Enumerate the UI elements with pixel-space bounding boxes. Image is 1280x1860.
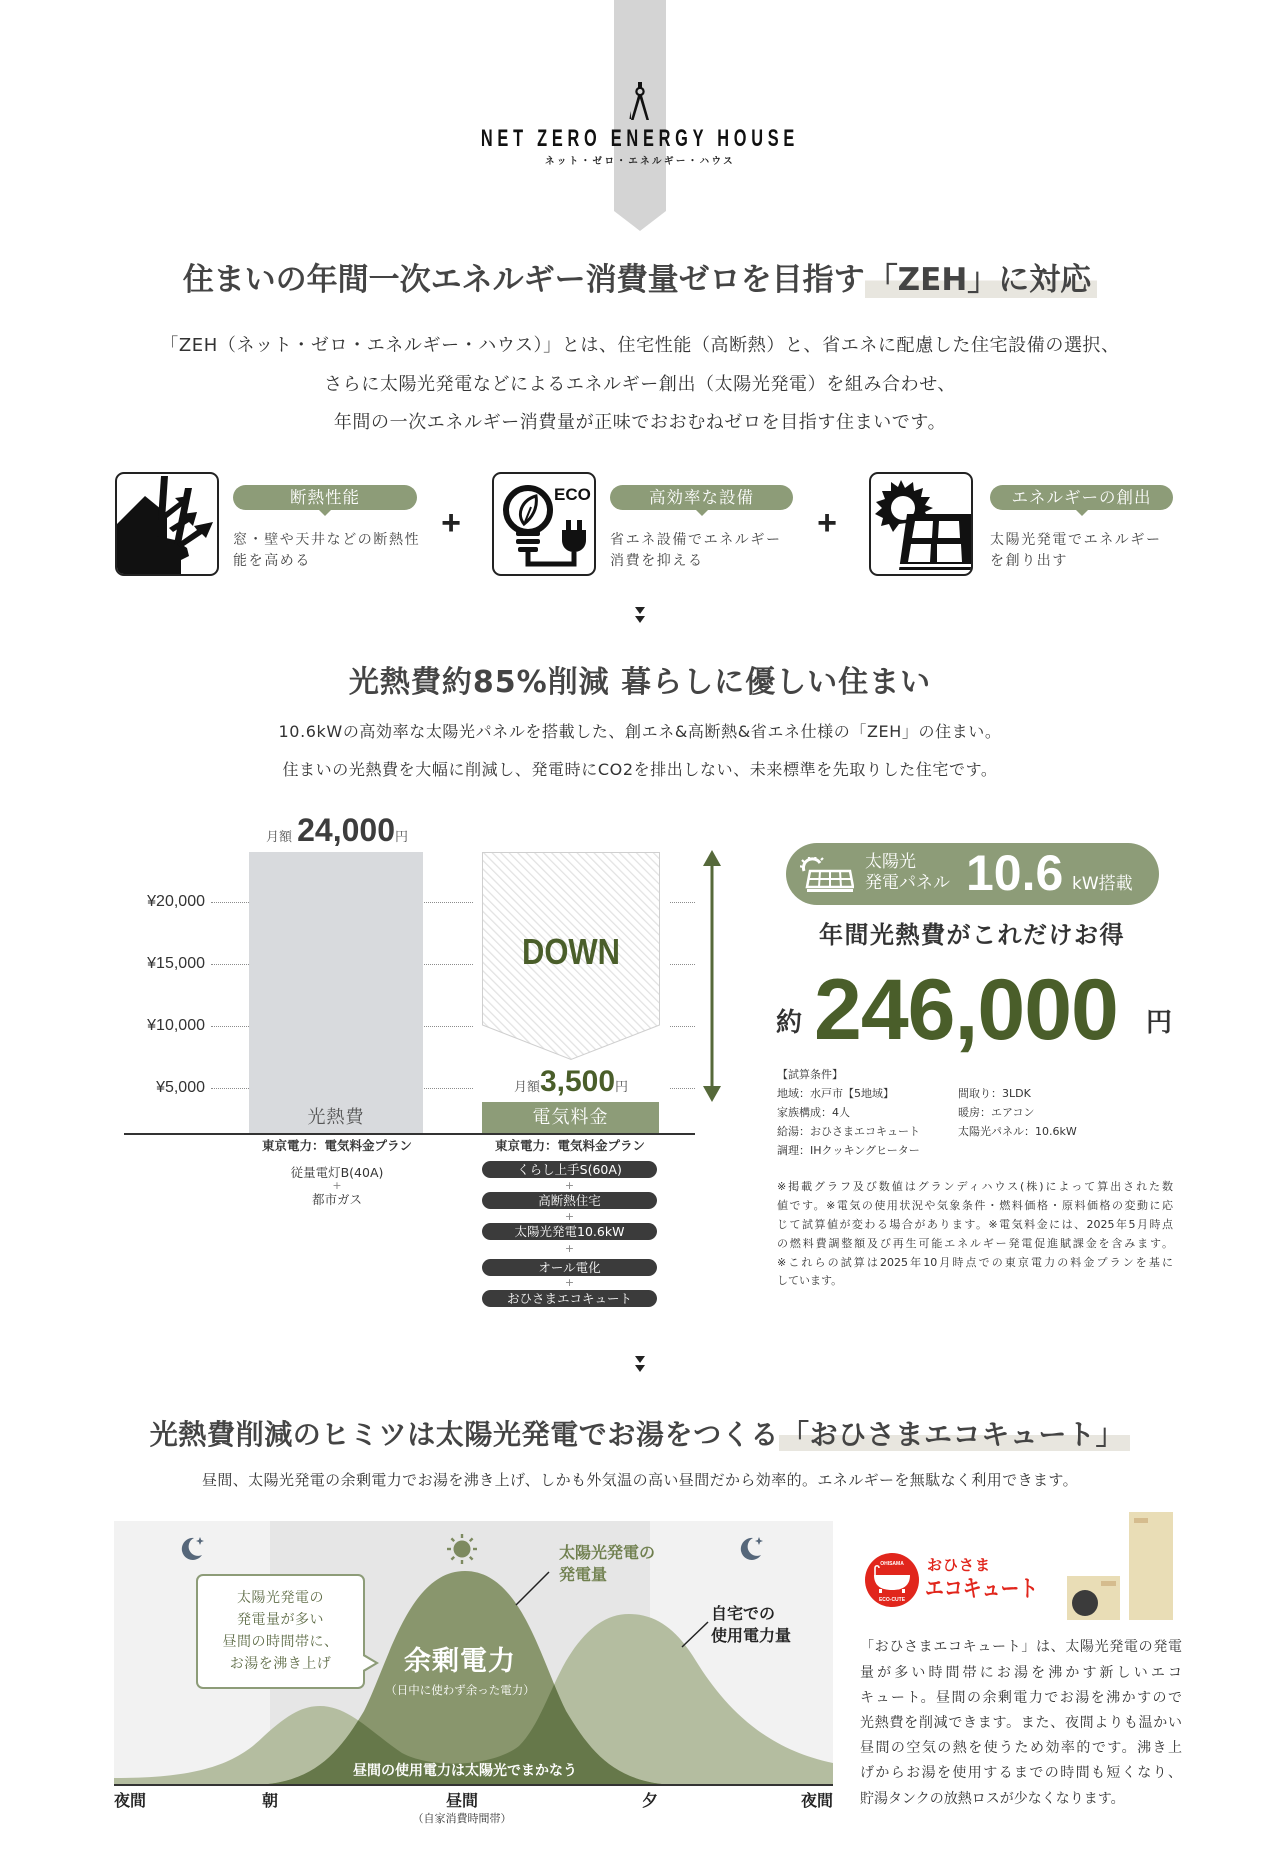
- plus-icon: +: [441, 504, 461, 542]
- axis-label-daytime: 昼間: [445, 1791, 478, 1810]
- intro-paragraph-line: 「ZEH（ネット・ゼロ・エネルギー・ハウス）」とは、住宅性能（高断熱）と、省エネに配慮した住宅設備の選択、: [160, 335, 1120, 356]
- ecocute-paragraph-line: 昼間の空気の熱を使うため効率的です。沸き上: [860, 1740, 1182, 1756]
- intro-paragraph-line: さらに太陽光発電などによるエネルギー創出（太陽光発電）を組み合わせ、: [324, 374, 956, 395]
- feature-description: [233, 530, 420, 572]
- savings-line: 住まいの光熱費を大幅に削減し、発電時にCO2を排出しない、未来標準を先取りした住宅です。: [282, 760, 998, 779]
- before-plan-item: 都市ガス: [311, 1192, 362, 1207]
- condition-item: 暖房：エアコン: [958, 1106, 1035, 1119]
- tank-label-plate: [1134, 1518, 1148, 1523]
- solar-generation-label-line: 発電量: [559, 1565, 608, 1584]
- chart-baseline: [124, 1133, 695, 1135]
- before-amount-value: 24,000: [297, 812, 395, 848]
- svg-text:ECO-CUTE: ECO-CUTE: [878, 1597, 906, 1603]
- svg-text:OHISAMA: OHISAMA: [880, 1561, 904, 1567]
- logo-title: NET ZERO ENERGY HOUSE: [480, 125, 800, 152]
- y-axis-tick: ¥15,000: [147, 955, 205, 972]
- amount-unit: 円: [394, 830, 408, 845]
- feature-icon-box: [115, 472, 219, 576]
- usage-label-line: 使用電力量: [711, 1626, 792, 1645]
- before-bar-label: 光熱費: [307, 1107, 365, 1128]
- graph-axis: [114, 1784, 833, 1786]
- condition-item: 間取り：3LDK: [958, 1087, 1031, 1100]
- self-consumption-label: 昼間の使用電力は太陽光でまかなう: [353, 1763, 577, 1779]
- intro-heading-main: 住まいの年間一次エネルギー消費量ゼロを目指す: [182, 262, 865, 298]
- sun-solar-panel-icon: [871, 474, 971, 574]
- gridline: [670, 902, 695, 903]
- plus-icon: +: [564, 1179, 575, 1192]
- condition-item: 調理：IHクッキングヒーター: [777, 1144, 920, 1157]
- ecocute-paragraph-line: キュート。昼間の余剰電力でお湯を沸かすので: [860, 1690, 1182, 1706]
- callout-line: 太陽光発電の: [237, 1590, 324, 1606]
- feature-label-pill: 高効率な設備: [610, 485, 793, 510]
- hot-water-tank-illustration: [1129, 1512, 1173, 1620]
- plus-icon: +: [817, 504, 837, 542]
- note-line: 値です。※電気の使用状況や気象条件・燃料価格・原料価格の変動に応: [777, 1199, 1173, 1212]
- eco-bulb-plug-icon: [494, 474, 594, 574]
- after-amount-value: 3,500: [539, 1065, 616, 1098]
- feature-description-line: 太陽光発電でエネルギー: [990, 532, 1162, 548]
- before-plan-title: 東京電力：電気料金プラン: [261, 1138, 412, 1153]
- feature-description-line: 消費を抑える: [610, 553, 704, 569]
- gridline: [670, 1026, 695, 1027]
- amount-prefix: 月額: [266, 830, 293, 845]
- plus-icon: +: [332, 1179, 342, 1192]
- note-line: じて試算値が変わる場合があります。※電気料金には、2025年5月時点: [777, 1218, 1173, 1231]
- double-arrow-icon: [703, 850, 721, 1102]
- compass-icon: [628, 82, 652, 122]
- intro-heading-highlight: 「ZEH」に対応: [865, 262, 1098, 298]
- amount-unit: 円: [615, 1080, 629, 1095]
- usage-label: [711, 1603, 791, 1647]
- total-savings-value: 246,000: [814, 962, 1118, 1058]
- intro-paragraph-line: 年間の一次エネルギー消費量が正味でおおむねゼロを目指す住まいです。: [333, 412, 947, 433]
- y-axis-tick: ¥10,000: [147, 1017, 205, 1034]
- y-axis-tick: ¥5,000: [156, 1079, 205, 1096]
- ecocute-paragraph-line: 貯湯タンクの放熱ロスが少なくなります。: [860, 1791, 1125, 1807]
- ecocute-paragraph-line: 「おひさまエコキュート」は、太陽光発電の発電: [860, 1639, 1182, 1655]
- ecocute-subline: 昼間、太陽光発電の余剰電力でお湯を沸き上げ、しかも外気温の高い昼間だから効率的。エネルギーを無駄なく利用できます。: [201, 1471, 1078, 1489]
- condition-item: 家族構成：4人: [777, 1106, 850, 1119]
- logo-subtitle: ネット・ゼロ・エネルギー・ハウス: [544, 156, 736, 167]
- feature-description: [610, 530, 782, 572]
- surplus-sublabel: （日中に使わず余った電力）: [385, 1683, 535, 1697]
- axis-sublabel: （自家消費時間帯）: [412, 1812, 512, 1825]
- note-line: しています。: [777, 1274, 843, 1287]
- usage-label-line: 自宅での: [711, 1604, 776, 1623]
- after-plan-title: 東京電力：電気料金プラン: [494, 1138, 645, 1153]
- house-insulation-icon: [117, 474, 217, 574]
- plus-icon: +: [564, 1276, 575, 1289]
- feature-icon-box: [869, 472, 973, 576]
- feature-description: [990, 530, 1162, 572]
- feature-label-pill: エネルギーの創出: [990, 485, 1173, 510]
- plus-icon: +: [564, 1242, 575, 1255]
- before-amount-label: [200, 811, 474, 857]
- intro-heading: [0, 260, 1280, 300]
- solar-generation-label: [559, 1542, 655, 1586]
- axis-label-morning: 朝: [261, 1791, 278, 1810]
- ecocute-heading: [0, 1416, 1280, 1454]
- svg-text:ECO: ECO: [554, 485, 591, 504]
- after-plan-pill: おひさまエコキュート: [482, 1290, 657, 1307]
- after-bar-label: 電気料金: [532, 1107, 609, 1128]
- conditions-title: 【試算条件】: [777, 1068, 843, 1081]
- ecocute-heading-main: 光熱費削減のヒミツは太陽光発電でお湯をつくる: [149, 1418, 779, 1451]
- axis-label-night: 夜間: [800, 1791, 833, 1810]
- amount-prefix: 月額: [513, 1080, 540, 1095]
- solar-panel-icon: [800, 857, 854, 893]
- condition-item: 地域：水戸市【5地域】: [777, 1087, 894, 1100]
- callout-line: お湯を沸き上げ: [229, 1656, 332, 1672]
- down-triangle-icon: [635, 1356, 645, 1363]
- condition-item: 太陽光パネル：10.6kW: [958, 1125, 1077, 1138]
- ecocute-paragraph-line: げからお湯を使用するまでの時間も短くなり、: [860, 1765, 1182, 1781]
- feature-description-line: 省エネ設備でエネルギー: [610, 532, 782, 548]
- savings-line: 10.6kWの高効率な太陽光パネルを搭載した、創エネ&高断熱&省エネ仕様の「ZEH」の住まい。: [278, 722, 1002, 741]
- ecocute-heading-highlight: 「おひさまエコキュート」: [779, 1418, 1130, 1451]
- ecocute-paragraph-line: 量が多い時間帯にお湯を沸かす新しいエコ: [860, 1665, 1182, 1681]
- feature-label-pill: 断熱性能: [233, 485, 417, 510]
- heat-pump-fan-icon: [1072, 1590, 1098, 1616]
- before-bar: [249, 852, 423, 1134]
- ecocute-paragraph-line: 光熱費を削減できます。また、夜間よりも温かい: [860, 1715, 1182, 1731]
- badge-label-line: 発電パネル: [865, 873, 950, 893]
- down-triangle-icon: [635, 616, 645, 623]
- note-line: ※掲載グラフ及び数値はグランディハウス(株)によって算出された数: [777, 1180, 1173, 1193]
- feature-icon-box: [492, 472, 596, 576]
- after-plan-pill: 高断熱住宅: [482, 1192, 657, 1209]
- total-unit: 円: [1146, 1008, 1173, 1038]
- savings-heading: 光熱費約85%削減 暮らしに優しい住まい: [348, 665, 932, 700]
- feature-description-line: を創り出す: [990, 553, 1068, 569]
- down-label-wrap: [482, 928, 660, 976]
- logo-name-line2: エコキュート: [925, 1576, 1039, 1602]
- after-plan-pill: くらし上手S(60A): [482, 1161, 657, 1178]
- down-label: DOWN: [521, 931, 621, 972]
- gridline: [670, 964, 695, 965]
- before-plan-item: 従量電灯B(40A): [290, 1165, 384, 1180]
- logo-title-row: [0, 126, 1280, 152]
- after-plan-pill: オール電化: [482, 1259, 657, 1276]
- callout-bubble: [196, 1574, 365, 1689]
- surplus-label: 余剰電力: [404, 1646, 516, 1677]
- callout-line: 発電量が多い: [237, 1612, 324, 1628]
- ohisama-ecocute-logo-icon: [865, 1553, 919, 1607]
- after-amount-label: [470, 1063, 672, 1107]
- badge-label: [865, 852, 950, 894]
- heat-pump-label-plate: [1101, 1581, 1116, 1586]
- axis-label-night: 夜間: [114, 1791, 147, 1810]
- savings-subtitle: 年間光熱費がこれだけお得: [819, 921, 1125, 949]
- badge-unit: kW搭載: [1072, 874, 1133, 894]
- solar-generation-label-line: 太陽光発電の: [559, 1543, 656, 1562]
- logo-name-line1: おひさま: [927, 1556, 992, 1574]
- feature-description-line: 能を高める: [233, 553, 311, 569]
- down-triangle-icon: [635, 1365, 645, 1372]
- callout-line: 昼間の時間帯に、: [222, 1634, 339, 1650]
- axis-label-evening: 夕: [641, 1791, 658, 1810]
- after-plan-pill: 太陽光発電10.6kW: [482, 1223, 657, 1240]
- gridline: [670, 1088, 695, 1089]
- total-prefix: 約: [776, 1008, 803, 1038]
- badge-value: 10.6: [966, 845, 1064, 901]
- feature-description-line: 窓・壁や天井などの断熱性: [233, 532, 421, 548]
- condition-item: 給湯：おひさまエコキュート: [777, 1125, 920, 1138]
- badge-label-line: 太陽光: [865, 852, 916, 872]
- y-axis-tick: ¥20,000: [147, 893, 205, 910]
- plus-icon: +: [564, 1210, 575, 1223]
- note-line: ※これらの試算は2025年10月時点での東京電力の料金プランを基に: [777, 1256, 1173, 1269]
- down-triangle-icon: [635, 607, 645, 614]
- note-line: の燃料費調整額及び再生可能エネルギー発電促進賦課金を含みます。: [777, 1237, 1173, 1250]
